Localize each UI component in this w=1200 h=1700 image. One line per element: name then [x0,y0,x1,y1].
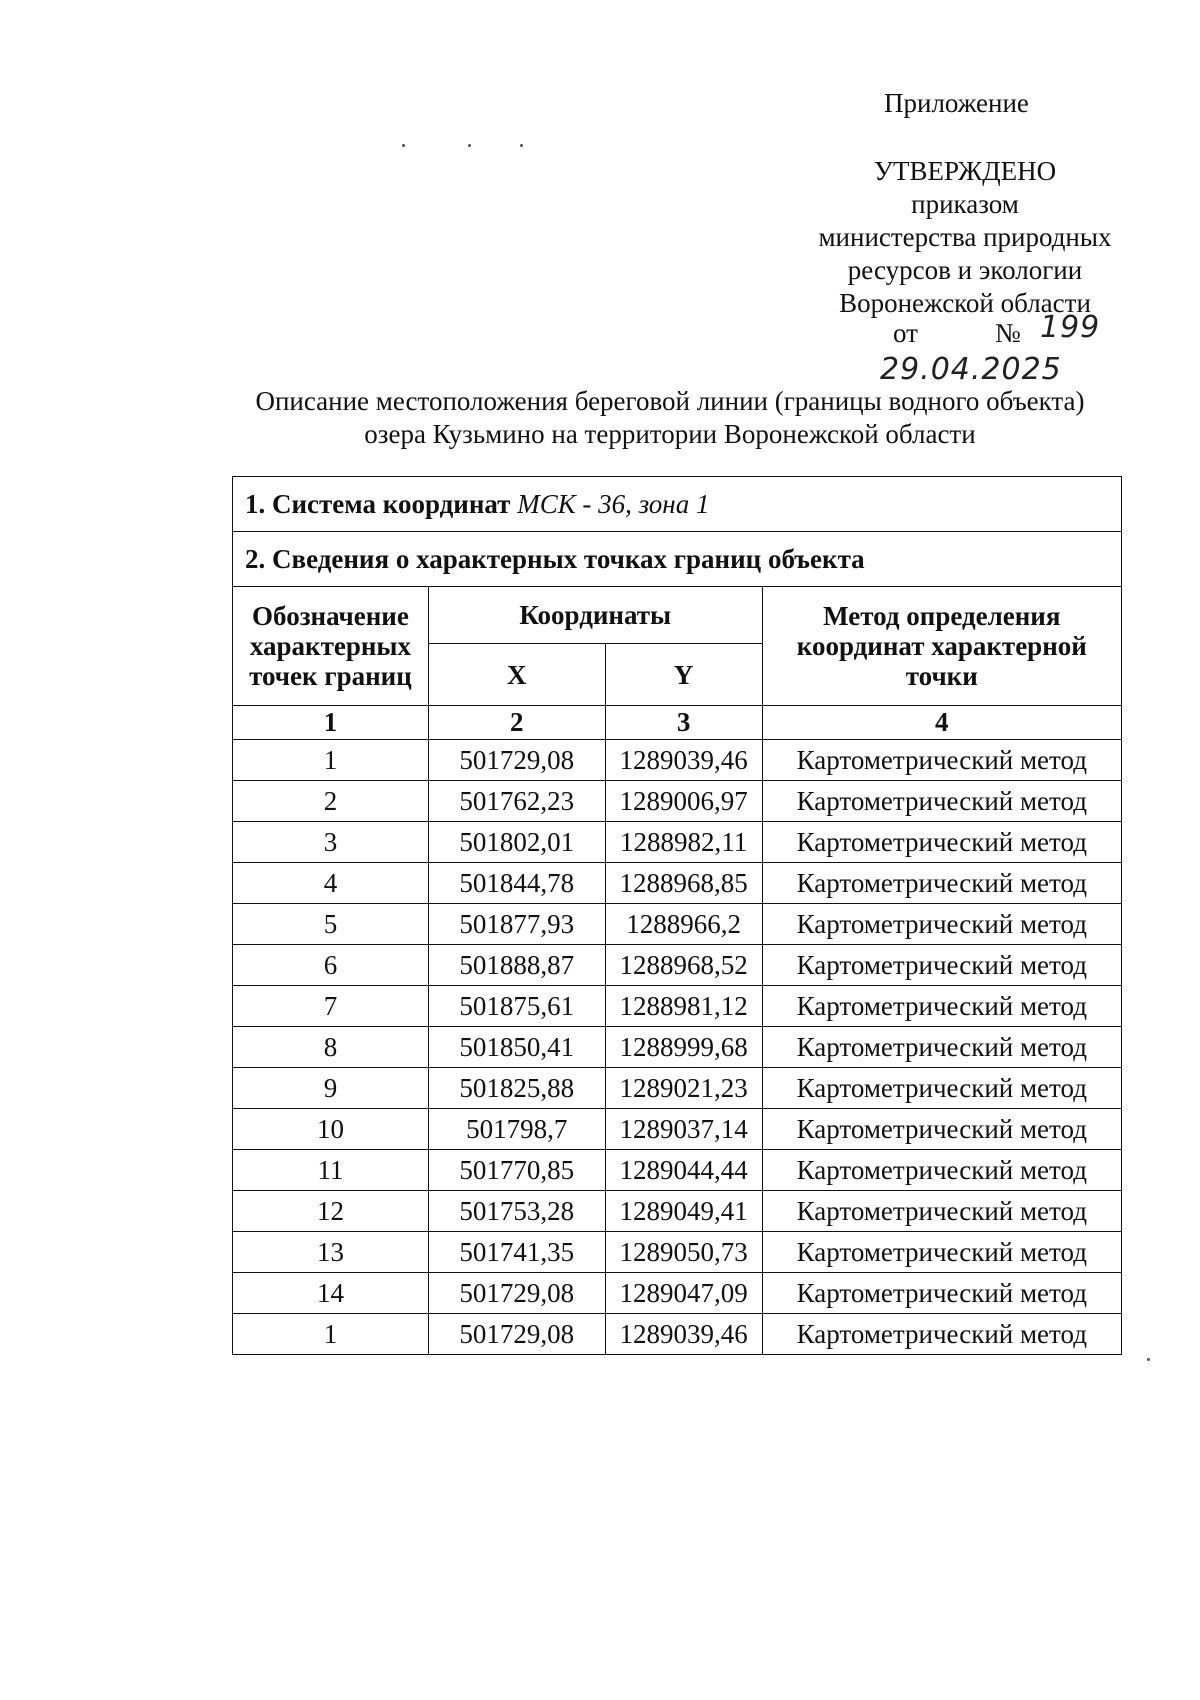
cell-method: Картометрический метод [762,904,1121,945]
table-row [233,822,1122,863]
cell-y: 1289039,46 [605,740,762,781]
document-title [210,385,1130,451]
handwritten-number: 199 [1040,310,1101,345]
table-row [233,945,1122,986]
handwritten-date: 29.04.2025 [880,352,1062,387]
cell-x: 501850,41 [428,1027,605,1068]
cell-x: 501798,7 [428,1109,605,1150]
cell-y: 1288999,68 [605,1027,762,1068]
cell-method: Картометрический метод [762,1027,1121,1068]
cell-method: Картометрический метод [762,1191,1121,1232]
title-line2: озера Кузьмино на территории Воронежской области [364,419,976,449]
cell-y: 1289039,46 [605,1314,762,1355]
cell-point: 14 [233,1273,429,1314]
cell-point: 11 [233,1150,429,1191]
cell-method: Картометрический метод [762,1068,1121,1109]
approval-block [800,155,1130,320]
coordinate-system-row [233,477,1122,532]
approved-label: УТВЕРЖДЕНО [873,156,1057,186]
scan-speck [520,144,523,147]
table-row [233,1109,1122,1150]
coordinate-system-label: 1. Система координат [245,488,511,519]
column-numbers-row [233,706,1122,740]
table-row [233,1150,1122,1191]
table-row [233,1027,1122,1068]
col-number-1: 1 [233,706,429,740]
cell-method: Картометрический метод [762,1109,1121,1150]
points-info-row [233,532,1122,587]
cell-method: Картометрический метод [762,986,1121,1027]
cell-point: 8 [233,1027,429,1068]
by-order-label: приказом [911,189,1019,219]
scan-speck [468,144,471,147]
from-label: от [893,318,918,348]
cell-method: Картометрический метод [762,1273,1121,1314]
table-row [233,904,1122,945]
cell-y: 1289044,44 [605,1150,762,1191]
cell-y: 1289050,73 [605,1232,762,1273]
table-row [233,1191,1122,1232]
cell-x: 501762,23 [428,781,605,822]
cell-y: 1289037,14 [605,1109,762,1150]
cell-y: 1289006,97 [605,781,762,822]
cell-y: 1289047,09 [605,1273,762,1314]
cell-x: 501844,78 [428,863,605,904]
appendix-label: Приложение [884,88,1029,118]
cell-method: Картометрический метод [762,863,1121,904]
table-row [233,1314,1122,1355]
cell-method: Картометрический метод [762,822,1121,863]
scan-speck [402,144,405,147]
cell-point: 3 [233,822,429,863]
cell-method: Картометрический метод [762,781,1121,822]
coordinate-system-cell [233,477,1122,532]
cell-method: Картометрический метод [762,1232,1121,1273]
cell-x: 501729,08 [428,1273,605,1314]
cell-method: Картометрический метод [762,1150,1121,1191]
cell-x: 501825,88 [428,1068,605,1109]
cell-y: 1289049,41 [605,1191,762,1232]
number-label: № [995,318,1021,348]
coordinate-system-value: МСК - 36, зона 1 [517,488,710,519]
col-method-header: Метод определения координат характерной точки [762,587,1121,706]
cell-y: 1288968,85 [605,863,762,904]
cell-method: Картометрический метод [762,1314,1121,1355]
table-row [233,863,1122,904]
region-label: Воронежской области [839,288,1091,318]
table-row [233,781,1122,822]
col-y-header: Y [605,644,762,706]
cell-point: 6 [233,945,429,986]
cell-x: 501741,35 [428,1232,605,1273]
cell-method: Картометрический метод [762,740,1121,781]
title-line1: Описание местоположения береговой линии (границы водного объекта) [255,386,1085,416]
cell-point: 9 [233,1068,429,1109]
col-coords-header: Координаты [428,587,762,644]
cell-y: 1288982,11 [605,822,762,863]
cell-x: 501753,28 [428,1191,605,1232]
cell-method: Картометрический метод [762,945,1121,986]
points-info-label: 2. Сведения о характерных точках границ объекта [233,532,1122,587]
cell-x: 501888,87 [428,945,605,986]
cell-point: 1 [233,740,429,781]
cell-point: 5 [233,904,429,945]
cell-point: 2 [233,781,429,822]
cell-point: 7 [233,986,429,1027]
col-point-header: Обозначение характерных точек границ [233,587,429,706]
coordinates-table [232,476,1122,1355]
cell-x: 501770,85 [428,1150,605,1191]
scan-speck [1147,1358,1150,1361]
cell-y: 1288968,52 [605,945,762,986]
cell-x: 501877,93 [428,904,605,945]
table-row [233,740,1122,781]
table-row [233,986,1122,1027]
table-row [233,1273,1122,1314]
cell-y: 1288981,12 [605,986,762,1027]
cell-x: 501729,08 [428,1314,605,1355]
col-number-3: 3 [605,706,762,740]
cell-point: 13 [233,1232,429,1273]
ministry-line2: ресурсов и экологии [847,255,1083,285]
table-row [233,1232,1122,1273]
cell-point: 4 [233,863,429,904]
cell-x: 501729,08 [428,740,605,781]
ministry-line1: министерства природных [818,222,1112,252]
table-row [233,1068,1122,1109]
col-x-header: X [428,644,605,706]
header-row [233,587,1122,644]
cell-y: 1288966,2 [605,904,762,945]
col-number-4: 4 [762,706,1121,740]
col-number-2: 2 [428,706,605,740]
cell-point: 1 [233,1314,429,1355]
cell-y: 1289021,23 [605,1068,762,1109]
cell-x: 501802,01 [428,822,605,863]
cell-x: 501875,61 [428,986,605,1027]
cell-point: 12 [233,1191,429,1232]
cell-point: 10 [233,1109,429,1150]
